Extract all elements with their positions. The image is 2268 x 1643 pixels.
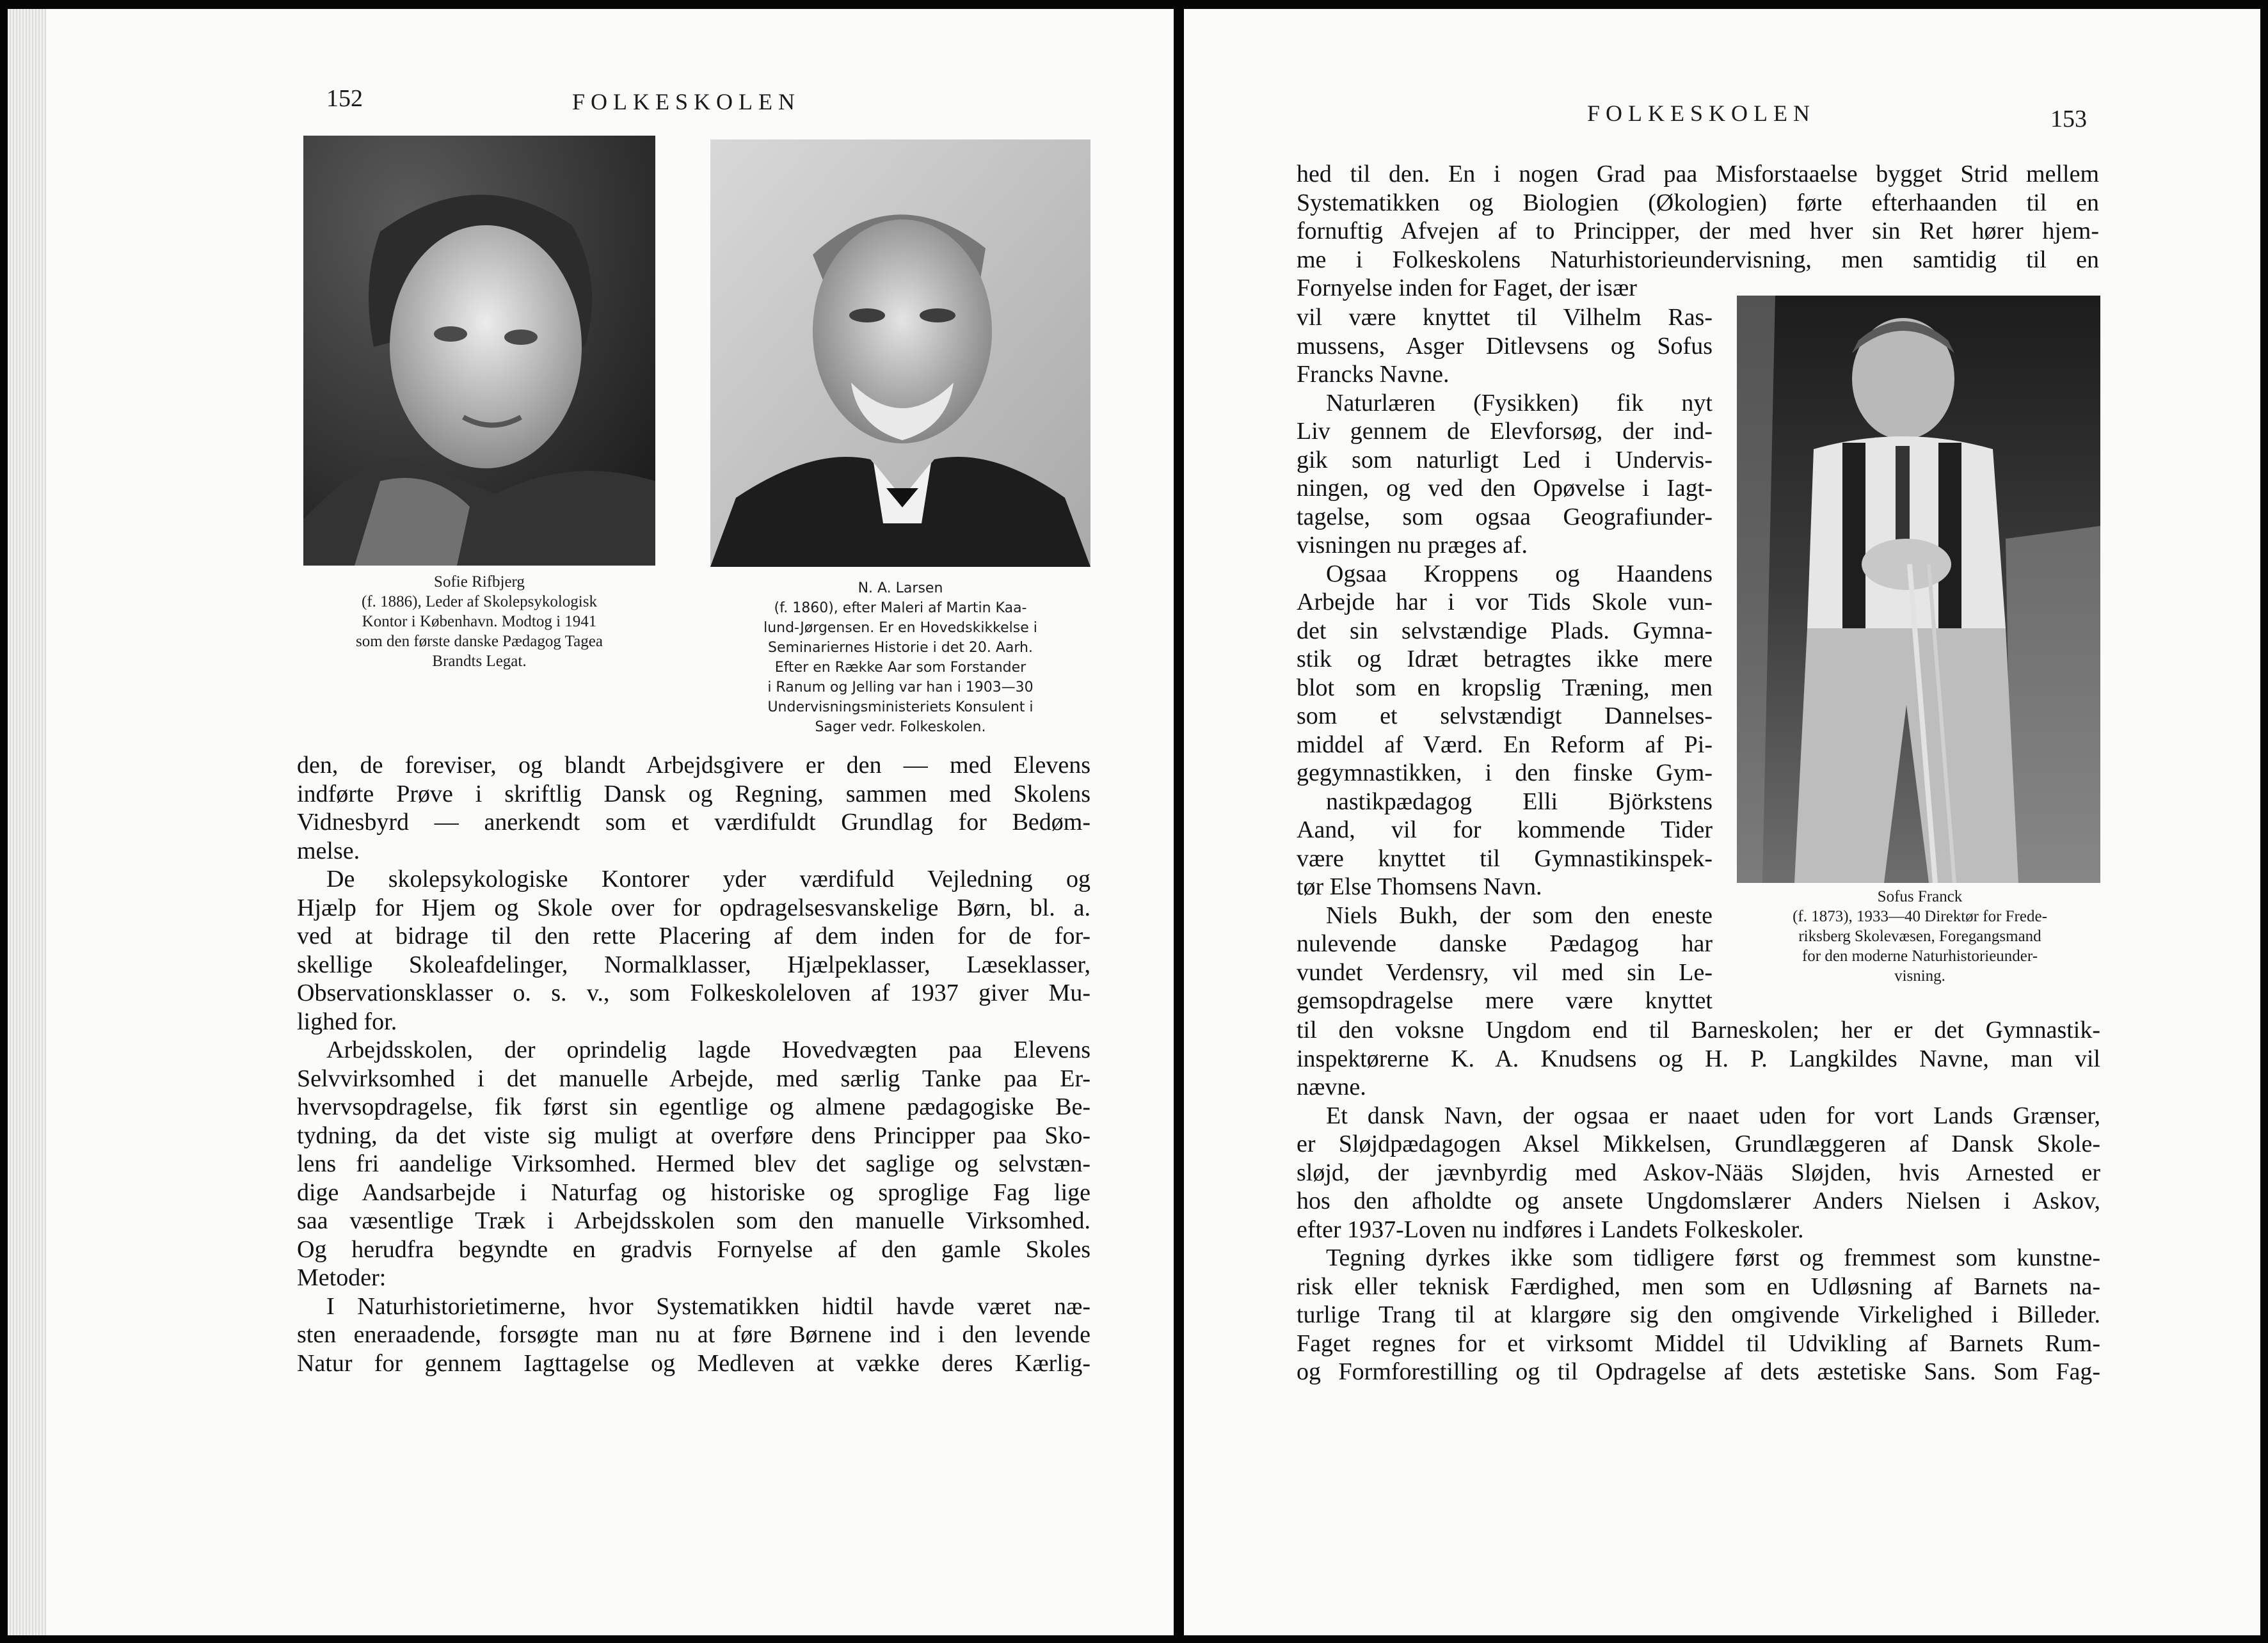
text-line: efter 1937-Loven nu indføres i Landets Folkeskoler. — [1297, 1216, 1804, 1243]
running-head: FOLKESKOLEN — [1587, 100, 1816, 126]
right-page — [1184, 9, 2260, 1635]
text-line: være knyttet til Gymnastikinspek- — [1297, 845, 1713, 872]
caption-line: Brandts Legat. — [432, 653, 527, 670]
text-line: lens fri aandelige Virksomhed. Hermed blev det saglige og selvstæn- — [297, 1150, 1090, 1177]
caption-line: i Ranum og Jelling var han i 1903—30 — [767, 679, 1034, 695]
caption-line: N. A. Larsen — [858, 580, 943, 596]
text-line: nastikpædagog Elli Björkstens — [1326, 788, 1713, 815]
text-line: Faget regnes for et virksomt Middel til Udvikling af Barnets Rum- — [1297, 1329, 2100, 1357]
text-line: Fornyelse inden for Faget, der især — [1297, 274, 1637, 301]
text-line: Selvvirksomhed i det manuelle Arbejde, med særlig Tanke paa Er- — [297, 1065, 1090, 1092]
text-line: gemsopdragelse mere være knyttet — [1297, 987, 1713, 1014]
text-line: tagelse, som ogsaa Geografiunder- — [1297, 503, 1713, 530]
text-line: hos den afholdte og ansete Ungdomslærer Anders Nielsen i Askov, — [1297, 1187, 2100, 1214]
text-line: ved at bidrage til den rette Placering af dem inden for de for- — [297, 923, 1090, 949]
text-line: lighed for. — [297, 1008, 397, 1035]
photo-caption — [699, 578, 1102, 737]
text-line: Naturlæren (Fysikken) fik nyt — [1326, 389, 1713, 417]
text-line: sten eneraadende, forsøgte man nu at føre Børnene ind i den levende — [297, 1321, 1090, 1348]
text-line: den, de foreviser, og blandt Arbejdsgivere er den — med Elevens — [297, 752, 1090, 779]
caption-line: Sofie Rifbjerg — [434, 573, 525, 591]
caption-line: (f. 1873), 1933—40 Direktør for Frede- — [1793, 908, 2047, 925]
text-line: nævne. — [1297, 1074, 1366, 1100]
portrait-man-photo — [710, 139, 1090, 567]
caption-line: visning. — [1894, 967, 1945, 985]
text-line: me i Folkeskolens Naturhistorieundervisning, men samtidig til en — [1297, 246, 2099, 273]
text-line: sløjd, der jævnbyrdig med Askov-Nääs Sløjden, hvis Arnested er — [1297, 1159, 2100, 1186]
text-line: Systematikken og Biologien (Økologien) førte efterhaanden til en — [1297, 189, 2099, 216]
page-number: 153 — [2050, 106, 2087, 132]
text-line: nulevende danske Pædagog har — [1297, 930, 1713, 957]
caption-line: Sager vedr. Folkeskolen. — [815, 719, 986, 735]
text-line: Vidnesbyrd — anerkendt som et værdifuldt Grundlag for Bedøm- — [297, 809, 1090, 836]
text-line: ningen, og ved den Opøvelse i Iagt- — [1297, 475, 1713, 502]
body-text-bottom — [1297, 1016, 2100, 1386]
body-text-top — [1297, 160, 2099, 303]
text-line: Aand, vil for kommende Tider — [1297, 816, 1713, 843]
photo-caption — [1721, 887, 2118, 986]
text-line: dige Aandsarbejde i Naturfag og historiske og sproglige Fag lige — [297, 1179, 1090, 1206]
caption-line: Undervisningsministeriets Konsulent i — [767, 699, 1034, 715]
text-line: er Sløjdpædagogen Aksel Mikkelsen, Grundlæggeren af Dansk Skole- — [1297, 1131, 2100, 1157]
text-line: tydning, da det viste sig muligt at overføre dens Principper paa Sko- — [297, 1122, 1090, 1149]
text-line: inspektørerne K. A. Knudsens og H. P. Langkildes Navne, man vil — [1297, 1045, 2100, 1072]
text-line: hed til den. En i nogen Grad paa Misforstaaelse bygget Strid mellem — [1297, 161, 2099, 187]
text-line: som et selvstændigt Dannelses- — [1297, 702, 1713, 729]
caption-line: Efter en Række Aar som Forstander — [774, 660, 1026, 676]
text-line: vil være knyttet til Vilhelm Ras- — [1297, 304, 1713, 331]
text-line: Natur for gennem Iagttagelse og Medleven at vække deres Kærlig- — [297, 1349, 1090, 1377]
page-number: 152 — [326, 85, 363, 112]
page-edge-strip — [8, 9, 46, 1635]
text-line: stik og Idræt betragtes ikke mere — [1297, 646, 1713, 672]
text-line: fornuftig Afvejen af to Principper, der med hver sin Ret hører hjem- — [1297, 218, 2099, 244]
text-line: Ogsaa Kroppens og Haandens — [1326, 560, 1713, 587]
text-line: risk eller teknisk Færdighed, men som en Udløsning af Barnets na- — [1297, 1273, 2100, 1300]
text-line: Metoder: — [297, 1264, 387, 1291]
text-line: gegymnastikken, i den finske Gym- — [1297, 759, 1713, 786]
caption-line: Kontor i København. Modtog i 1941 — [362, 613, 597, 630]
text-line: Observationsklasser o. s. v., som Folkeskoleloven af 1937 giver Mu- — [297, 980, 1090, 1006]
text-line: Et dansk Navn, der ogsaa er naaet uden for vort Lands Grænser, — [1326, 1102, 2100, 1129]
text-line: til den voksne Ungdom end til Barneskolen; her er det Gymnastik- — [1297, 1017, 2100, 1044]
text-line: gik som naturligt Led i Undervis- — [1297, 446, 1713, 473]
text-line: turlige Trang til at klargøre sig den omgivende Virkelighed i Billeder. — [1297, 1301, 2100, 1328]
caption-line: riksberg Skolevæsen, Foregangsmand — [1798, 928, 2041, 945]
portrait-woman-photo — [303, 136, 655, 566]
text-line: Liv gennem de Elevforsøg, der ind- — [1297, 418, 1713, 445]
caption-line: Sofus Franck — [1877, 888, 1963, 905]
caption-line: som den første danske Pædagog Tagea — [356, 633, 603, 650]
caption-line: for den moderne Naturhistorieunder- — [1801, 948, 2038, 965]
text-line: hvervsopdragelse, fik først sin egentlige og almene pædagogiske Be- — [297, 1093, 1090, 1120]
text-line: mussens, Asger Ditlevsens og Sofus — [1297, 332, 1713, 360]
text-line: indførte Prøve i skriftlig Dansk og Regning, sammen med Skolens — [297, 780, 1090, 807]
body-text-column — [1297, 303, 1713, 1015]
text-line: Niels Bukh, der som den eneste — [1326, 901, 1713, 929]
man-with-tool-photo — [1737, 296, 2100, 883]
text-line: blot som en kropslig Træning, men — [1297, 674, 1713, 701]
text-line: skellige Skoleafdelinger, Normalklasser, Hjælpeklasser, Læseklasser, — [297, 951, 1090, 978]
text-line: middel af Værd. En Reform af Pi- — [1297, 731, 1713, 758]
text-line: det sin selvstændige Plads. Gymna- — [1297, 617, 1713, 644]
text-line: Arbejdsskolen, der oprindelig lagde Hovedvægten paa Elevens — [326, 1036, 1090, 1063]
caption-line: (f. 1886), Leder af Skolepsykologisk — [362, 593, 597, 610]
text-line: melse. — [297, 837, 360, 864]
text-line: Arbejde har i vor Tids Skole vun- — [1297, 589, 1713, 615]
text-line: og Formforestilling og til Opdragelse af dets æstetiske Sans. Som Fag- — [1297, 1358, 2100, 1385]
text-line: tør Else Thomsens Navn. — [1297, 873, 1542, 900]
text-line: Hjælp for Hjem og Skole over for opdragelsesvanskelige Børn, bl. a. — [297, 894, 1090, 921]
text-line: Francks Navne. — [1297, 361, 1449, 388]
text-line: I Naturhistorietimerne, hvor Systematikken hidtil havde været næ- — [326, 1292, 1090, 1320]
body-text — [297, 751, 1090, 1377]
text-line: saa væsentlige Træk i Arbejdsskolen som den manuelle Virksomhed. — [297, 1207, 1090, 1234]
text-line: visningen nu præges af. — [1297, 532, 1528, 559]
left-page — [8, 9, 1174, 1635]
caption-line: Seminariernes Historie i det 20. Aarh. — [768, 640, 1033, 656]
running-head: FOLKESKOLEN — [572, 89, 801, 115]
text-line: Og herudfra begyndte en gradvis Fornyelse af den gamle Skoles — [297, 1235, 1090, 1263]
text-line: Tegning dyrkes ikke som tidligere først og fremmest som kunstne- — [1326, 1244, 2100, 1271]
text-line: De skolepsykologiske Kontorer yder værdifuld Vejledning og — [326, 866, 1090, 893]
caption-line: (f. 1860), efter Maleri af Martin Kaa- — [774, 600, 1027, 616]
text-line: vundet Verdensry, vil med sin Le- — [1297, 958, 1713, 986]
photo-caption — [297, 572, 662, 671]
caption-line: lund-Jørgensen. Er en Hovedskikkelse i — [763, 620, 1037, 636]
